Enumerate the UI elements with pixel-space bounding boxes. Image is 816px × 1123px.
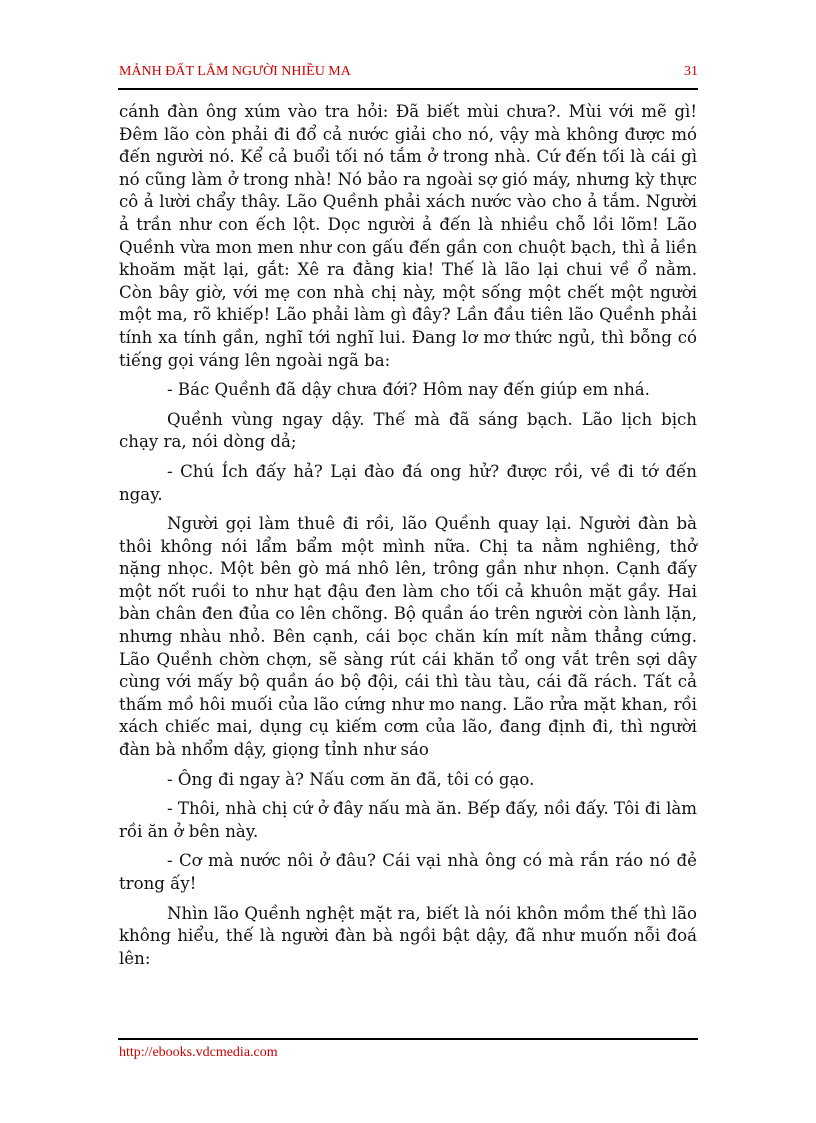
dialogue-line: - Bác Quềnh đã dậy chưa đới? Hôm nay đến giúp em nhá. xyxy=(167,380,650,400)
header-divider xyxy=(118,88,698,90)
dialogue-line: - Ông đi ngay à? Nấu cơm ăn đã, tôi có gạo. xyxy=(167,769,535,789)
footer-divider xyxy=(118,1038,698,1040)
paragraph: Người gọi làm thuê đi rồi, lão Quềnh quay lại. Người đàn bà thôi không nói lẩm bẩm một mình nữa. Chị ta nằm nghiêng, thở nặng nhọc. Một bên gò má nhô lên, trông gần như nhọn. Cạnh đấy một nốt ruồi to như hạt đậu đen làm cho tối cả khuôn mặt gầy. Hai bàn chân đen đủa co lên chõng. Bộ quần áo trên người còn lành lặn, nhưng nhàu nhỏ. Bên cạnh, cái bọc chăn kín mít nằm thẳng cứng. Lão Quềnh chờn chợn, sẽ sàng rút cái khăn tổ ong vắt trên sợi dây cùng với mấy bộ quần áo bộ đội, cái thì tàu tàu, cái đã rách. Tất cả thấm mồ hôi muối của lão cứng như mo nang. Lão rửa mặt khan, rồi xách chiếc mai, dụng cụ kiếm cơm của lão, đang định đi, thì người đàn bà nhổm dậy, giọng tỉnh như sáo xyxy=(119,514,697,760)
dialogue-line: - Cơ mà nước nôi ở đâu? Cái vại nhà ông có mà rắn ráo nó đẻ trong ấy! xyxy=(119,851,697,893)
page-number: 31 xyxy=(684,64,698,79)
paragraph: Nhìn lão Quềnh nghệt mặt ra, biết là nói khôn mồm thế thì lão không hiểu, thế là người đàn bà ngồi bật dậy, đã như muốn nỗi đoá lên: xyxy=(119,903,697,968)
paragraph: Quềnh vùng ngay dậy. Thế mà đã sáng bạch. Lão lịch bịch chạy ra, nói dòng dả; xyxy=(119,409,697,452)
dialogue-line: - Thôi, nhà chị cứ ở đây nấu mà ăn. Bếp đấy, nồi đấy. Tôi đi làm rồi ăn ở bên này. xyxy=(119,799,698,841)
dialogue-line: - Chú Ích đấy hả? Lại đào đá ong hử? được rồi, về đi tớ đến ngay. xyxy=(119,461,697,504)
page-header xyxy=(119,64,698,80)
book-title: MẢNH ĐẤT LẮM NGƯỜI NHIỀU MA xyxy=(119,64,351,79)
paragraph-continuation: cánh đàn ông xúm vào tra hỏi: Đã biết mùi chưa?. Mùi với mẽ gì! Đêm lão còn phải đi đổ cả nước giải cho nó, vậy mà không được mó đến người nó. Kể cả buổi tối nó tắm ở trong nhà. Cứ đến tối là cái gì nó cũng làm ở trong nhà! Nó bảo ra ngoài sợ gió máy, nhưng kỳ thực cô ả lười chẩy thây. Lão Quềnh phải xách nước vào cho ả tắm. Người ả trần như con ếch lột. Dọc người ả đến là nhiều chỗ lồi lõm! Lão Quềnh vừa mon men như con gấu đến gần con chuột bạch, thì ả liền khoăm mặt lại, gắt: Xê ra đằng kia! Thế là lão lại chui về ổ nằm. Còn bây giờ, với mẹ con nhà chị này, một sống một chết một người một ma, rõ khiếp! Lão phải làm gì đây? Lần đầu tiên lão Quềnh phải tính xa tính gần, nghĩ tới nghĩ lui. Đang lơ mơ thức ngủ, thì bỗng có tiếng gọi váng lên ngoài ngã ba: xyxy=(119,102,697,370)
page-body xyxy=(119,101,697,977)
footer-link[interactable]: http://ebooks.vdcmedia.com xyxy=(119,1045,278,1060)
